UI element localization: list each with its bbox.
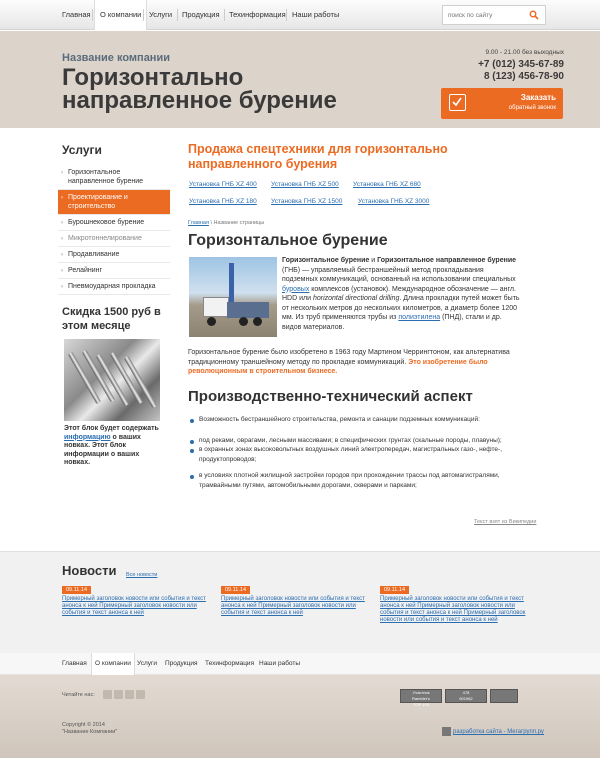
twitter-icon[interactable] bbox=[103, 690, 112, 699]
arrow-right-icon: › bbox=[61, 195, 63, 201]
nav-our-works[interactable]: Наши работы bbox=[292, 10, 340, 19]
counter-value: 601962 bbox=[459, 696, 473, 701]
sidebar-item-hdd[interactable] bbox=[58, 165, 170, 190]
sidebar-item-auger[interactable] bbox=[58, 215, 170, 231]
arrow-right-icon: › bbox=[61, 268, 63, 274]
article-paragraph-2: Горизонтальное бурение было изобретено в 1963 году Мартином Черрингтоном, как альтернатива традиционному траншейному методу по прокладке коммуникаций. Это изобретение было революционным в строительном бизнесе. bbox=[188, 349, 510, 375]
sidebar-item-design[interactable] bbox=[58, 190, 170, 215]
nav-techinfo[interactable]: Техинформация bbox=[229, 10, 286, 19]
section-heading: Производственно-технический аспект bbox=[188, 388, 473, 405]
news-link[interactable]: Примерный заголовок новости или события и текст анонса к ней Примерный заголовок новости или события и текст анонса к ней bbox=[62, 596, 206, 616]
sidebar-title: Услуги bbox=[62, 143, 102, 157]
search-input[interactable] bbox=[448, 6, 528, 24]
footer-navigation bbox=[0, 653, 600, 675]
breadcrumb-current: Название страницы bbox=[213, 220, 265, 226]
site-title[interactable]: Горизонтально направленное бурение bbox=[62, 64, 337, 114]
wikipedia-source-link[interactable]: Текст взят из Википедии bbox=[474, 519, 537, 525]
sidebar-item-microtunneling[interactable] bbox=[58, 231, 170, 247]
developer-link[interactable]: разработка сайта - Мегагрупп.ру bbox=[442, 727, 544, 736]
footer-nav-our-works[interactable]: Наши работы bbox=[259, 660, 301, 667]
article-heading: Горизонтальное бурение bbox=[188, 232, 388, 249]
promo-text: Этот блок будет содержать информацию о ваших новках. Этот блок информации о ваших новках. bbox=[64, 425, 159, 466]
news-date-badge: 09.11.14 bbox=[62, 586, 91, 594]
callback-title: Заказать bbox=[520, 93, 556, 102]
nav-divider bbox=[177, 9, 178, 21]
nav-about[interactable]: О компании bbox=[94, 0, 147, 30]
bullet-item: Возможность бестраншейного строительства, ремонта и санации подземных коммуникаций: bbox=[199, 416, 480, 423]
nav-home[interactable]: Главная bbox=[62, 10, 91, 19]
search-box bbox=[442, 5, 546, 25]
bullet-item: продуктопроводов; bbox=[199, 456, 257, 463]
news-date-badge: 09.11.14 bbox=[380, 586, 409, 594]
breadcrumb: Главная \ Название страницы bbox=[188, 220, 265, 226]
breadcrumb-home[interactable]: Главная bbox=[188, 220, 209, 226]
nav-products[interactable]: Продукция bbox=[182, 10, 220, 19]
stat-counter[interactable] bbox=[490, 689, 518, 703]
sidebar-item-label: Проектирование и строительство bbox=[68, 194, 128, 210]
product-link[interactable]: Установка ГНБ XZ 680 bbox=[353, 181, 421, 188]
news-item bbox=[221, 586, 371, 617]
all-news-link[interactable]: Все новости bbox=[126, 572, 158, 578]
promo-title: Скидка 1500 руб в этом месяце bbox=[62, 306, 161, 332]
bullet-icon bbox=[190, 419, 194, 423]
liveinternet-counter[interactable] bbox=[445, 689, 487, 703]
news-section bbox=[0, 551, 600, 653]
phone-secondary: 8 (123) 456-78-90 bbox=[483, 71, 564, 82]
news-link[interactable]: Примерный заголовок новости или события и текст анонса к ней Примерный заголовок новости или события и текст анонса к ней Примерный заголовок новости или события и текст анонса к ней bbox=[380, 596, 526, 623]
phone-primary: +7 (012) 345-67-89 bbox=[478, 59, 564, 70]
sidebar-item-pushing[interactable] bbox=[58, 247, 170, 263]
product-link[interactable]: Установка ГНБ XZ 500 bbox=[271, 181, 339, 188]
arrow-right-icon: › bbox=[61, 220, 63, 226]
counter-label: TOP 100 bbox=[413, 702, 429, 707]
drill-bits-image bbox=[64, 339, 160, 421]
site-header bbox=[0, 31, 600, 128]
counter-label: Rambler's bbox=[412, 696, 430, 701]
nav-divider bbox=[224, 9, 225, 21]
search-icon[interactable] bbox=[529, 10, 539, 20]
arrow-right-icon: › bbox=[61, 284, 63, 290]
nav-services[interactable]: Услуги bbox=[149, 10, 173, 19]
bullet-icon bbox=[190, 440, 194, 444]
callback-button[interactable] bbox=[441, 88, 563, 119]
news-date-badge: 09.11.14 bbox=[221, 586, 250, 594]
rambler-counter[interactable] bbox=[400, 689, 442, 707]
bullet-item: под реками, оврагами, лесными массивами; в специфических грунтах (скальные породы, плавуны); bbox=[199, 437, 502, 444]
article-paragraph-1: Горизонтальное бурение и Горизонтальное направленное бурение (ГНБ) — управляемый бестраншейный метод прокладывания подземных коммуникаций, основанный на использовании специальных буровых комплексов (установок). Международное обозначение — англ. HDD или horizontal directional drilling. Длина прокладки путей может быть от нескольких метров до нескольких километров, а диаметр более 1200 мм. Из труб применяются трубы из полиэтилена (ПНД), стали и др. видов материалов. bbox=[282, 257, 520, 331]
polyethylene-link[interactable]: полиэтилена bbox=[398, 314, 441, 321]
services-sidebar bbox=[58, 143, 170, 295]
odnoklassniki-icon[interactable] bbox=[136, 690, 145, 699]
product-link[interactable]: Установка ГНБ XZ 180 bbox=[189, 198, 257, 205]
counter-label: Участник bbox=[412, 690, 430, 695]
sidebar-item-relining[interactable] bbox=[58, 263, 170, 279]
sidebar-item-label: Бурошнековое бурение bbox=[68, 219, 145, 226]
drilling-rig-photo bbox=[189, 257, 277, 337]
arrow-right-icon: › bbox=[61, 236, 63, 242]
working-hours: 9.00 - 21.00 без выходных bbox=[485, 49, 564, 56]
bullet-icon bbox=[190, 449, 194, 453]
product-link[interactable]: Установка ГНБ XZ 3000 bbox=[358, 198, 430, 205]
callback-subtitle: обратный звонок bbox=[508, 105, 556, 111]
company-name[interactable]: Название компании bbox=[62, 52, 170, 64]
copyright: Copyright © 2014 "Название Компании" bbox=[62, 722, 118, 735]
bullet-item: в условиях плотной жилищной застройки городов при прохождении трассы под автомагистралями, bbox=[199, 472, 500, 479]
sidebar-item-pneumatic[interactable] bbox=[58, 279, 170, 295]
product-link[interactable]: Установка ГНБ XZ 1500 bbox=[271, 198, 343, 205]
drilling-link[interactable]: буровых bbox=[282, 285, 310, 293]
top-navigation bbox=[0, 0, 600, 30]
nav-divider bbox=[143, 9, 144, 21]
site-footer bbox=[0, 675, 600, 758]
footer-nav-about[interactable]: О компании bbox=[91, 653, 135, 675]
news-title: Новости bbox=[62, 563, 117, 578]
news-item bbox=[62, 586, 212, 617]
read-us-label: Читайте нас: bbox=[62, 692, 95, 698]
nav-divider bbox=[92, 9, 93, 21]
product-link[interactable]: Установка ГНБ XZ 400 bbox=[189, 181, 257, 188]
footer-nav-products[interactable]: Продукция bbox=[165, 660, 198, 667]
bullet-icon bbox=[190, 475, 194, 479]
news-item bbox=[380, 586, 530, 624]
footer-nav-techinfo[interactable]: Техинформация bbox=[205, 660, 255, 667]
bullet-item: трамвайными путями, автомобильными дорогами, скверами и парками; bbox=[199, 482, 417, 489]
vk-icon[interactable] bbox=[125, 690, 134, 699]
bullet-item: в охранных зонах высоковольтных воздушных линий электропередач, магистральных газо-, нефте-, bbox=[199, 446, 502, 453]
check-icon bbox=[449, 94, 466, 111]
nav-divider bbox=[286, 9, 287, 21]
sidebar-item-label: Горизонтальное направленное бурение bbox=[68, 169, 144, 185]
arrow-right-icon: › bbox=[61, 252, 63, 258]
sidebar-item-label: Микротоннелирование bbox=[68, 235, 142, 242]
sidebar-item-label: Продавливание bbox=[68, 251, 120, 258]
footer-nav-services[interactable]: Услуги bbox=[137, 660, 157, 667]
counter-value: 478 bbox=[462, 690, 470, 695]
news-link[interactable]: Примерный заголовок новости или события и текст анонса к ней Примерный заголовок новости или события и текст анонса к ней bbox=[221, 596, 365, 616]
footer-nav-home[interactable]: Главная bbox=[62, 660, 87, 667]
products-title: Продажа спецтехники для горизонтально направленного бурения bbox=[188, 142, 448, 171]
megagroup-logo-icon bbox=[442, 727, 451, 736]
arrow-right-icon: › bbox=[61, 170, 63, 176]
promo-info-link[interactable]: информацию bbox=[64, 433, 111, 441]
sidebar-item-label: Пневмоударная прокладка bbox=[68, 283, 156, 290]
sidebar-item-label: Релайнинг bbox=[68, 267, 103, 274]
facebook-icon[interactable] bbox=[114, 690, 123, 699]
